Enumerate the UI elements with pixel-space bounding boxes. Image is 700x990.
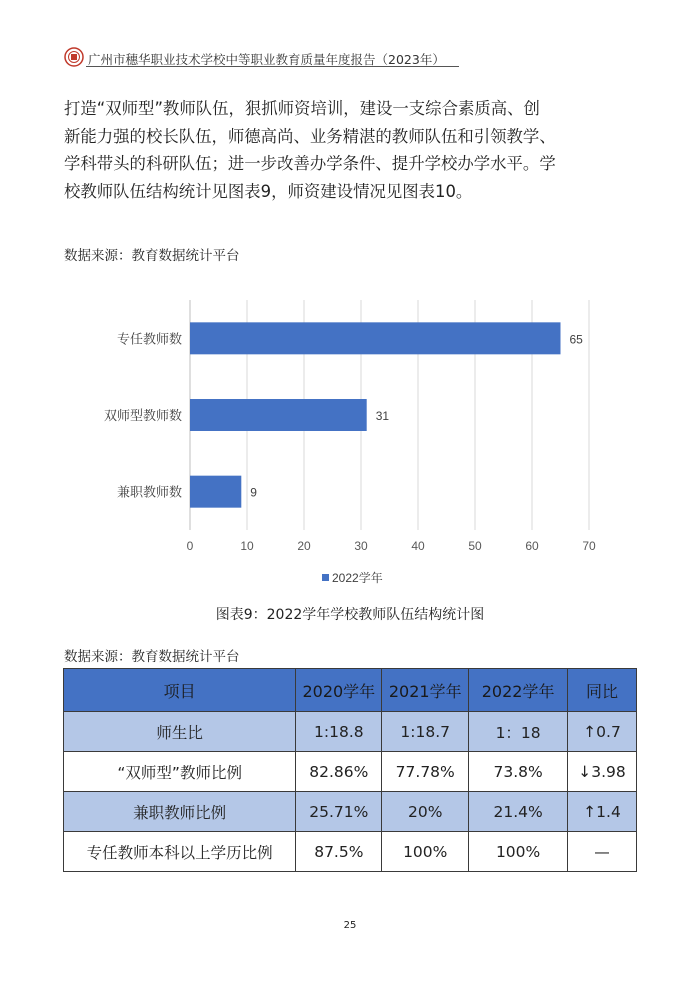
- page-header: [64, 47, 459, 67]
- paragraph-line: 学科带头的科研队伍；进一步改善办学条件、提升学校办学水平。学: [64, 154, 556, 173]
- body-paragraph: [64, 95, 644, 205]
- category-label: 专任教师数: [116, 331, 182, 347]
- table-cell: 20%: [382, 792, 469, 832]
- x-tick-label: 70: [582, 539, 596, 553]
- table-cell: 专任教师本科以上学历比例: [64, 832, 296, 872]
- header-rule: [86, 66, 459, 67]
- chart-caption: 图表9：2022学年学校教师队伍结构统计图: [215, 607, 485, 623]
- data-label: 31: [375, 409, 390, 423]
- table-cell: 兼职教师比例: [64, 792, 296, 832]
- table-cell: ↓3.98: [568, 752, 637, 792]
- table-cell: 25.71%: [296, 792, 382, 832]
- table-cell: 82.86%: [296, 752, 382, 792]
- table-cell: ↑1.4: [568, 792, 637, 832]
- table-cell: 77.78%: [382, 752, 469, 792]
- table-row: [64, 792, 637, 832]
- x-tick-label: 30: [354, 539, 368, 553]
- legend-swatch: [322, 574, 329, 581]
- legend-label: 2022学年: [332, 571, 383, 585]
- table-header-cell: 2020学年: [296, 669, 382, 712]
- data-source-label: 数据来源：教育数据统计平台: [64, 248, 240, 264]
- table-cell: 1:18.8: [296, 712, 382, 752]
- data-label: 9: [250, 485, 257, 500]
- paragraph-line: 新能力强的校长队伍，师德高尚、业务精湛的教师队伍和引领教学、: [64, 126, 556, 146]
- x-tick-label: 10: [240, 539, 254, 553]
- table-header-cell: 同比: [568, 669, 637, 712]
- table-row: [64, 712, 637, 752]
- table-cell: 100%: [382, 832, 469, 872]
- table-cell: ↑0.7: [568, 712, 637, 752]
- table-cell: 1：18: [469, 712, 568, 752]
- paragraph-line: 打造“双师型”教师队伍，狠抓师资培训，建设一支综合素质高、创: [64, 99, 540, 118]
- bar: [190, 322, 561, 354]
- table-row: [64, 832, 637, 872]
- page-number: 25: [343, 920, 357, 931]
- table-cell: 21.4%: [469, 792, 568, 832]
- table-cell: 1:18.7: [382, 712, 469, 752]
- table-row: [64, 752, 637, 792]
- table-header-cell: 2021学年: [382, 669, 469, 712]
- header-title: 广州市穗华职业技术学校中等职业教育质量年度报告（2023年）: [88, 52, 445, 67]
- table-header-row: [64, 669, 637, 712]
- table-header-cell: 2022学年: [469, 669, 568, 712]
- paragraph-line: 校教师队伍结构统计见图表9，师资建设情况见图表10。: [64, 181, 473, 201]
- x-tick-label: 50: [468, 539, 482, 553]
- data-source-label: 数据来源：教育数据统计平台: [64, 649, 240, 665]
- x-tick-label: 0: [186, 539, 194, 553]
- data-label: 65: [569, 332, 583, 347]
- category-label: 兼职教师数: [116, 484, 182, 500]
- table-header-cell: 项目: [64, 669, 296, 712]
- table-cell: 师生比: [64, 712, 296, 752]
- x-tick-label: 40: [411, 539, 425, 553]
- table-cell: —: [568, 832, 637, 872]
- category-label: 双师型教师数: [103, 408, 182, 423]
- table-cell: “双师型”教师比例: [64, 752, 296, 792]
- bar: [190, 476, 241, 508]
- table-cell: 87.5%: [296, 832, 382, 872]
- x-tick-label: 60: [525, 539, 539, 553]
- table-cell: 73.8%: [469, 752, 568, 792]
- table-cell: 100%: [469, 832, 568, 872]
- teacher-stats-table: [63, 668, 637, 872]
- x-tick-label: 20: [297, 539, 311, 553]
- bar: [190, 399, 367, 431]
- teacher-structure-bar-chart: [64, 290, 624, 600]
- school-logo-icon: [64, 47, 84, 67]
